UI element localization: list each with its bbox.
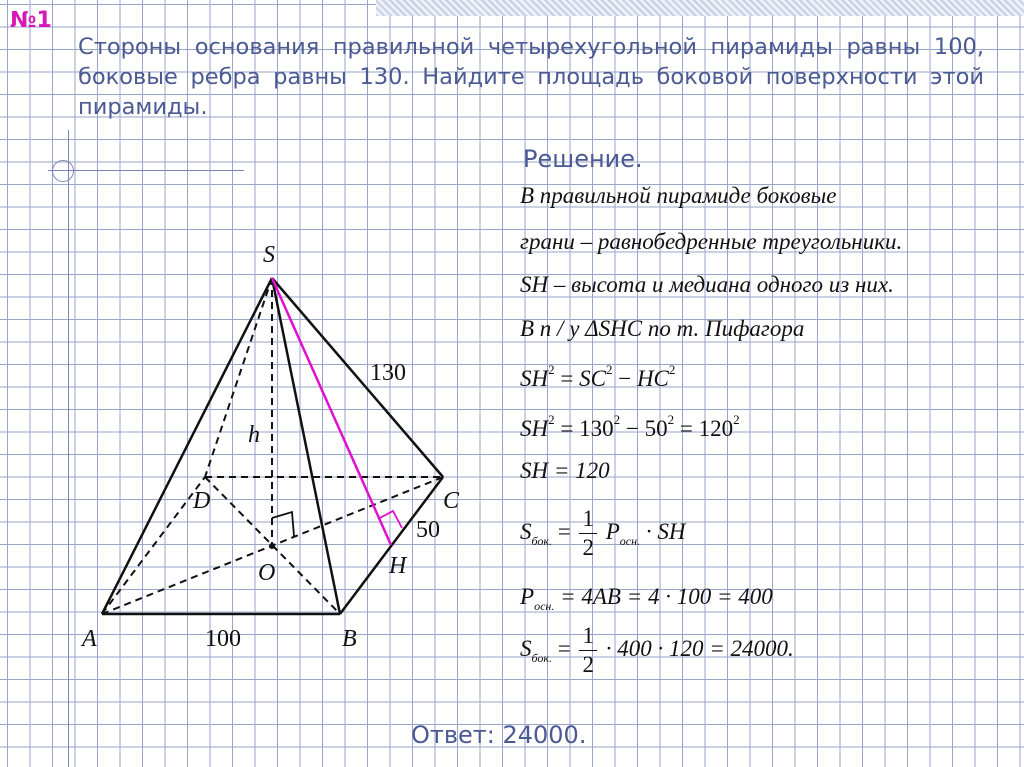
edge-SC xyxy=(272,278,443,477)
formula-subscript: бок. xyxy=(531,650,552,665)
label-B: B xyxy=(342,626,357,652)
formula-term: P xyxy=(520,584,535,609)
formula-final: $S_{бок.}$ = $\frac{1}{2}$ · 400 · 120 = 24000. xyxy=(520,623,794,677)
label-half-side: 50 xyxy=(416,517,440,543)
problem-number: №1 xyxy=(10,8,52,33)
formula-term: HC xyxy=(636,366,669,391)
formula-result-sh: SH = 120 xyxy=(520,458,610,483)
solution-title: Решение. xyxy=(523,145,643,173)
formula-number: 130 xyxy=(579,416,614,441)
fraction-denominator: 2 xyxy=(582,535,594,560)
formula-number: 50 xyxy=(644,416,668,441)
label-base-length: 100 xyxy=(205,626,241,652)
answer: Ответ: 24000. xyxy=(411,721,587,749)
label-h: h xyxy=(248,422,260,448)
formula-pythagoras: $SH^2 = SC^2 - HC^2$ xyxy=(520,362,676,391)
solution-line-4: В п / у ΔSHC по т. Пифагора xyxy=(520,316,805,341)
formula-term: · SH xyxy=(645,518,686,544)
formula-number: 120 xyxy=(698,416,734,441)
fraction-denominator: 2 xyxy=(582,652,594,677)
fraction-numerator: 1 xyxy=(579,622,597,651)
formula-substitution: $SH^2 = 130^2 - 50^2 = 120^2$ xyxy=(520,412,740,441)
formula-term: SH xyxy=(520,416,549,441)
label-S: S xyxy=(263,242,275,268)
edge-SD xyxy=(205,278,272,477)
problem-statement: Стороны основания правильной четырехугольной пирамиды равны 100, боковые ребра равны 130. Найдите площадь боковой поверхности этой пирамиды. xyxy=(78,34,984,120)
edge-SB xyxy=(272,278,340,614)
label-O: O xyxy=(258,560,276,586)
point-O xyxy=(269,543,275,549)
label-C: C xyxy=(443,488,460,514)
apothem-SH xyxy=(272,278,391,545)
formula-term: S xyxy=(520,518,532,544)
edge-SA xyxy=(102,278,272,614)
formula-term: P xyxy=(605,518,620,544)
label-edge-length: 130 xyxy=(370,360,406,386)
formula-term: = 4AB = 4 · 100 = 400 xyxy=(560,584,773,609)
solution-line-2: грани – равнобедренные треугольники. xyxy=(520,229,903,254)
fraction-numerator: 1 xyxy=(579,505,597,534)
formula-term: · 400 · 120 = 24000. xyxy=(605,635,794,661)
formula-term: SC xyxy=(579,366,606,391)
formula-subscript: осн. xyxy=(619,533,641,548)
formula-subscript: бок. xyxy=(531,533,552,548)
solution-line-1: В правильной пирамиде боковые xyxy=(520,183,837,208)
formula-term: SH xyxy=(520,366,549,391)
formula-term: S xyxy=(520,635,532,661)
label-D: D xyxy=(193,488,211,514)
label-A: A xyxy=(82,626,97,652)
label-H: H xyxy=(389,553,407,579)
formula-lateral-area: $S_{бок.}$ = $\frac{1}{2}$ $P_{осн.}$ · SH xyxy=(520,506,686,560)
formula-subscript: осн. xyxy=(534,599,555,613)
right-angle-mark-O xyxy=(272,512,294,536)
edge-AD xyxy=(102,477,205,614)
solution-line-3: SH – высота и медиана одного из них. xyxy=(520,272,894,297)
